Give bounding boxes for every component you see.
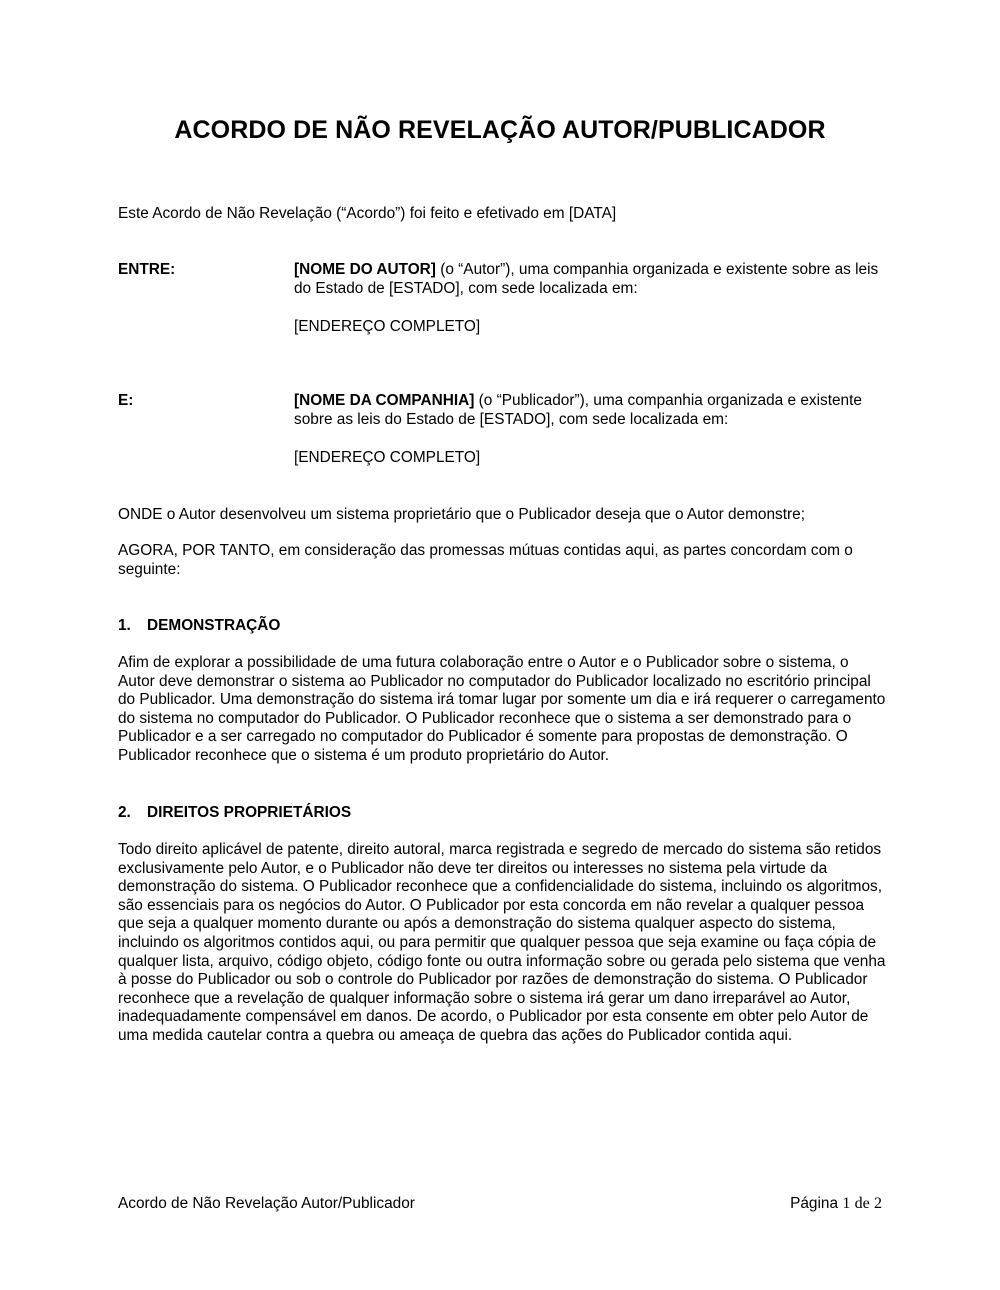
section-2-title: DIREITOS PROPRIETÁRIOS bbox=[147, 804, 352, 821]
intro-paragraph: Este Acordo de Não Revelação (“Acordo”) foi feito e efetivado em [DATA] bbox=[118, 205, 617, 222]
footer-document-name: Acordo de Não Revelação Autor/Publicador bbox=[118, 1195, 415, 1212]
footer-page-of: de bbox=[854, 1195, 870, 1212]
footer-page-total: 2 bbox=[874, 1195, 882, 1212]
party-second-address: [ENDEREÇO COMPLETO] bbox=[294, 449, 481, 466]
whereas-paragraph: ONDE o Autor desenvolveu um sistema proprietário que o Publicador deseja que o Autor demonstre; bbox=[118, 506, 805, 523]
party-second-label: E: bbox=[118, 392, 134, 409]
party-first-name: [NOME DO AUTOR] bbox=[294, 261, 436, 278]
section-1-body: Afim de explorar a possibilidade de uma futura colaboração entre o Autor e o Publicador sobre o sistema, o Autor deve demonstrar o sistema ao Publicador no computador do Publicador localizado no escritório principal do Publicador. Uma demonstração do sistema irá tomar lugar por somente um dia e irá requerer o carregamento do sistema no computador do Publicador. O Publicador reconhece que o sistema a ser demonstrado para o Publicador e a ser carregado no computador do Publicador é somente para propostas de demonstração. O Publicador reconhece que o sistema é um produto proprietário do Autor. bbox=[118, 654, 886, 764]
party-first-description bbox=[294, 261, 884, 298]
section-1-title: DEMONSTRAÇÃO bbox=[147, 617, 281, 634]
section-1-number: 1. bbox=[118, 617, 131, 634]
party-second-name: [NOME DA COMPANHIA] bbox=[294, 392, 475, 409]
now-therefore-paragraph: AGORA, POR TANTO, em consideração das promessas mútuas contidas aqui, as partes concordam com o seguinte: bbox=[118, 542, 853, 578]
party-second-description bbox=[294, 392, 884, 429]
party-first-details: (o “Autor”), uma companhia organizada e existente sobre as leis do Estado de [ESTADO], com sede localizada em: bbox=[294, 261, 879, 297]
section-2-body: Todo direito aplicável de patente, direito autoral, marca registrada e segredo de mercado do sistema são retidos exclusivamente pelo Autor, e o Publicador não deve ter direitos ou interesses no sistema pela virtude da demonstração do sistema. O Publicador reconhece que a confidencialidade do sistema, incluindo os algoritmos, são essenciais para os negócios do Autor. O Publicador por esta concorda em não revelar a qualquer pessoa que seja a qualquer momento durante ou após a demonstração do sistema qualquer aspecto do sistema, incluindo os algoritmos contidos aqui, ou para permitir que qualquer pessoa que seja examine ou faça cópia de qualquer lista, arquivo, código objeto, código fonte ou outra informação sobre ou gerada pelo sistema que venha à posse do Publicador ou sob o controle do Publicador por razões de demonstração do sistema. O Publicador reconhece que a revelação de qualquer informação sobre o sistema irá gerar um dano irreparável ao Autor, inadequadamente compensável em danos. De acordo, o Publicador por esta consente em obter pelo Autor de uma medida cautelar contra a quebra ou ameaça de quebra das ações do Publicador contida aqui. bbox=[118, 841, 886, 1044]
section-2-number: 2. bbox=[118, 804, 131, 821]
party-second-details: (o “Publicador”), uma companhia organizada e existente sobre as leis do Estado de [ESTADO], com sede localizada em: bbox=[294, 392, 862, 428]
party-first-label: ENTRE: bbox=[118, 261, 176, 278]
party-first-address: [ENDEREÇO COMPLETO] bbox=[294, 318, 481, 335]
footer-page-label: Página bbox=[790, 1195, 839, 1212]
section-2-heading bbox=[118, 804, 351, 823]
footer-page-current: 1 bbox=[842, 1195, 851, 1212]
section-1-heading bbox=[118, 617, 280, 636]
document-title: ACORDO DE NÃO REVELAÇÃO AUTOR/PUBLICADOR bbox=[174, 116, 826, 144]
footer-page-number bbox=[790, 1195, 882, 1214]
